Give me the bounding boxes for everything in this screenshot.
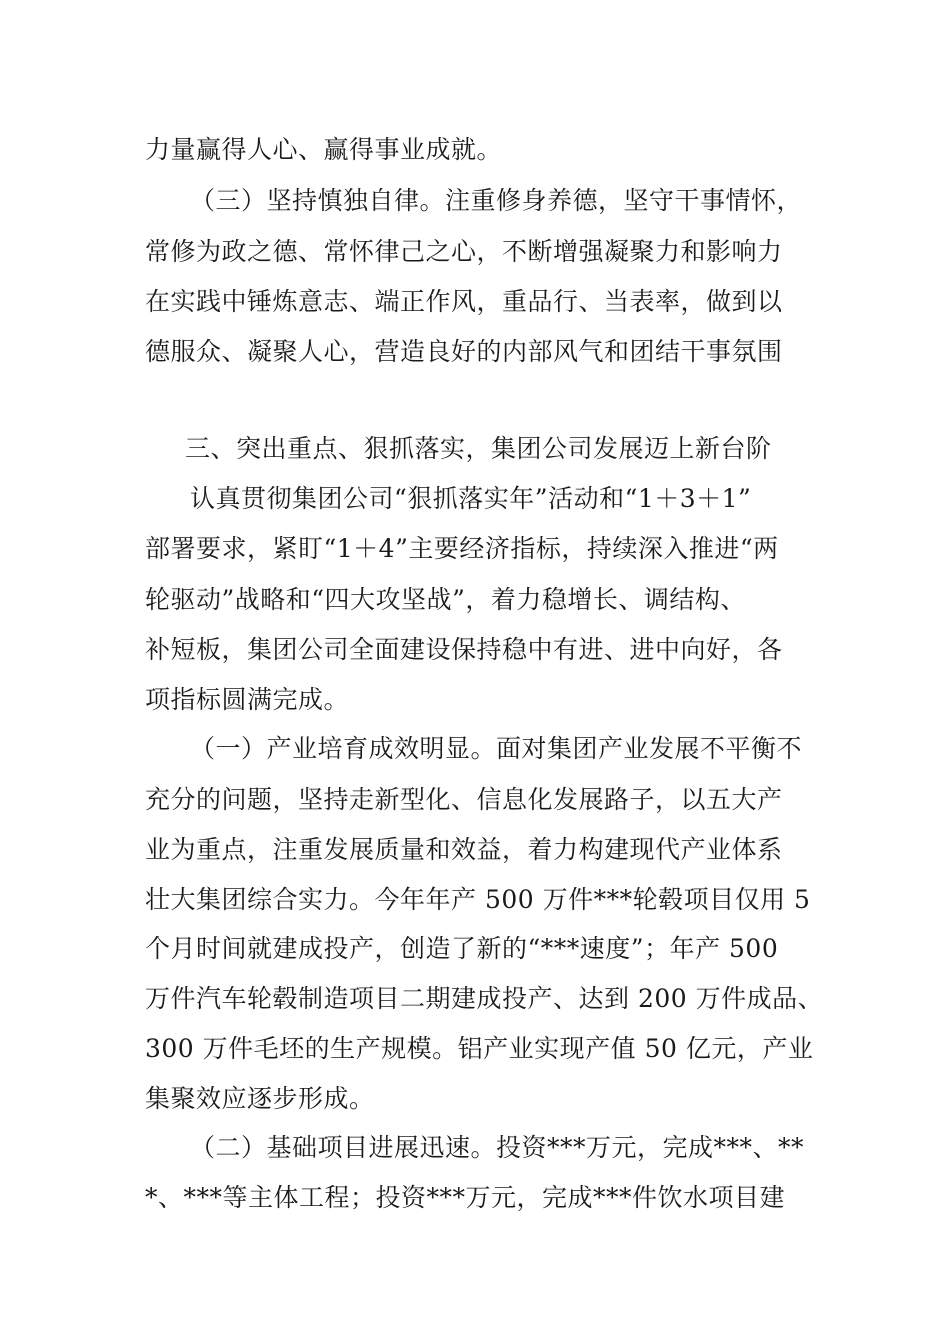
paragraph-line: 部署要求，紧盯“1＋4”主要经济指标，持续深入推进“两: [145, 534, 779, 563]
paragraph-line: 项指标圆满完成。: [145, 685, 350, 714]
paragraph-line: 补短板，集团公司全面建设保持稳中有进、进中向好，各: [145, 635, 783, 664]
paragraph-line: 认真贯彻集团公司“狠抓落实年”活动和“1＋3＋1”: [190, 484, 752, 513]
paragraph-line: 充分的问题，坚持走新型化、信息化发展路子，以五大产: [145, 785, 783, 814]
paragraph-line: 德服众、凝聚人心，营造良好的内部风气和团结干事氛围: [145, 337, 783, 366]
section-heading: 三、突出重点、狠抓落实，集团公司发展迈上新台阶: [185, 434, 772, 463]
paragraph-line: 轮驱动”战略和“四大攻坚战”，着力稳增长、调结构、: [145, 585, 746, 614]
paragraph-line: 力量赢得人心、赢得事业成就。: [145, 135, 503, 164]
paragraph-line: 个月时间就建成投产，创造了新的“***速度”；年产 500: [145, 934, 779, 963]
paragraph-line: 在实践中锤炼意志、端正作风，重品行、当表率，做到以: [145, 287, 783, 316]
paragraph-line: （三）坚持慎独自律。注重修身养德，坚守干事情怀，: [190, 186, 803, 215]
paragraph-line: （二）基础项目进展迅速。投资***万元，完成***、**: [190, 1133, 805, 1162]
paragraph-line: 300 万件毛坯的生产规模。铝产业实现产值 50 亿元，产业: [145, 1034, 814, 1063]
paragraph-line: 万件汽车轮毂制造项目二期建成投产、达到 200 万件成品、: [145, 984, 824, 1013]
paragraph-line: 壮大集团综合实力。今年年产 500 万件***轮毂项目仅用 5: [145, 885, 811, 914]
paragraph-line: 常修为政之德、常怀律己之心，不断增强凝聚力和影响力: [145, 237, 783, 266]
paragraph-line: 集聚效应逐步形成。: [145, 1084, 375, 1113]
paragraph-line: （一）产业培育成效明显。面对集团产业发展不平衡不: [190, 734, 803, 763]
paragraph-line: *、***等主体工程；投资***万元，完成***件饮水项目建: [145, 1183, 786, 1212]
paragraph-line: 业为重点，注重发展质量和效益，着力构建现代产业体系: [145, 835, 783, 864]
